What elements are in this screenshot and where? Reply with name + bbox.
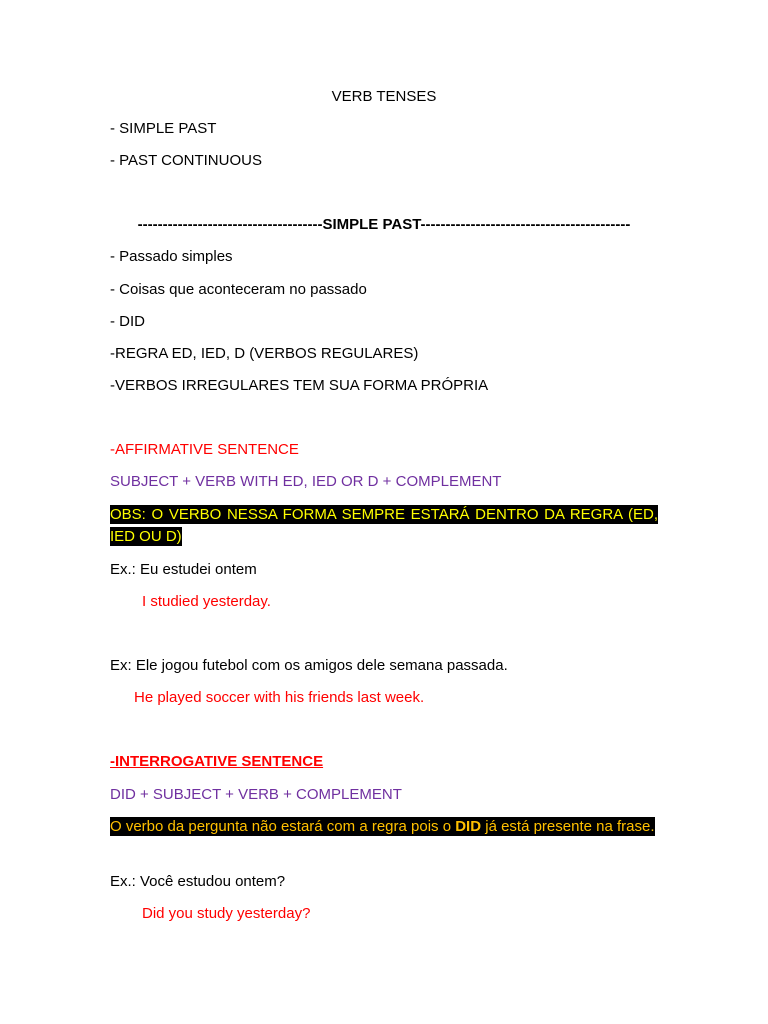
affirmative-obs-note (110, 504, 658, 548)
divider-label: SIMPLE PAST (322, 216, 421, 233)
document-title: VERB TENSES (331, 88, 437, 105)
topic-simple-past: - SIMPLE PAST (110, 120, 217, 137)
affirmative-example1-en: I studied yesterday. (142, 593, 271, 610)
note-passado-simples: - Passado simples (110, 248, 233, 265)
affirmative-example1-pt: Ex.: Eu estudei ontem (110, 561, 257, 578)
affirmative-formula: SUBJECT + VERB WITH ED, IED OR D + COMPLEMENT (110, 473, 502, 490)
affirmative-heading: -AFFIRMATIVE SENTENCE (110, 441, 299, 458)
divider-dashes-right: ------------------------------------------ (420, 216, 631, 233)
affirmative-example2-en: He played soccer with his friends last week. (134, 689, 425, 706)
interrogative-heading: -INTERROGATIVE SENTENCE (110, 753, 324, 770)
note-coisas-passado: - Coisas que aconteceram no passado (110, 281, 367, 298)
topic-past-continuous: - PAST CONTINUOUS (110, 152, 262, 169)
section-divider-simple-past (110, 215, 658, 235)
interrogative-note-before: O verbo da pergunta não estará com a regra pois o (110, 818, 456, 835)
interrogative-example1-pt: Ex.: Você estudou ontem? (110, 873, 286, 890)
divider-dashes-left: ------------------------------------- (137, 216, 323, 233)
note-did: - DID (110, 313, 145, 330)
note-regra: -REGRA ED, IED, D (VERBOS REGULARES) (110, 345, 419, 362)
interrogative-note (110, 816, 658, 838)
interrogative-example1-en: Did you study yesterday? (142, 905, 311, 922)
interrogative-formula: DID + SUBJECT + VERB + COMPLEMENT (110, 786, 402, 803)
obs-highlight-text: OBS: O VERBO NESSA FORMA SEMPRE ESTARÁ DENTRO DA REGRA (ED, IED OU D) (110, 506, 658, 545)
affirmative-example2-pt: Ex: Ele jogou futebol com os amigos dele semana passada. (110, 657, 508, 674)
interrogative-note-after: já está presente na frase. (481, 818, 655, 835)
note-irregulares: -VERBOS IRREGULARES TEM SUA FORMA PRÓPRIA (110, 377, 489, 394)
interrogative-note-did: DID (455, 818, 482, 835)
